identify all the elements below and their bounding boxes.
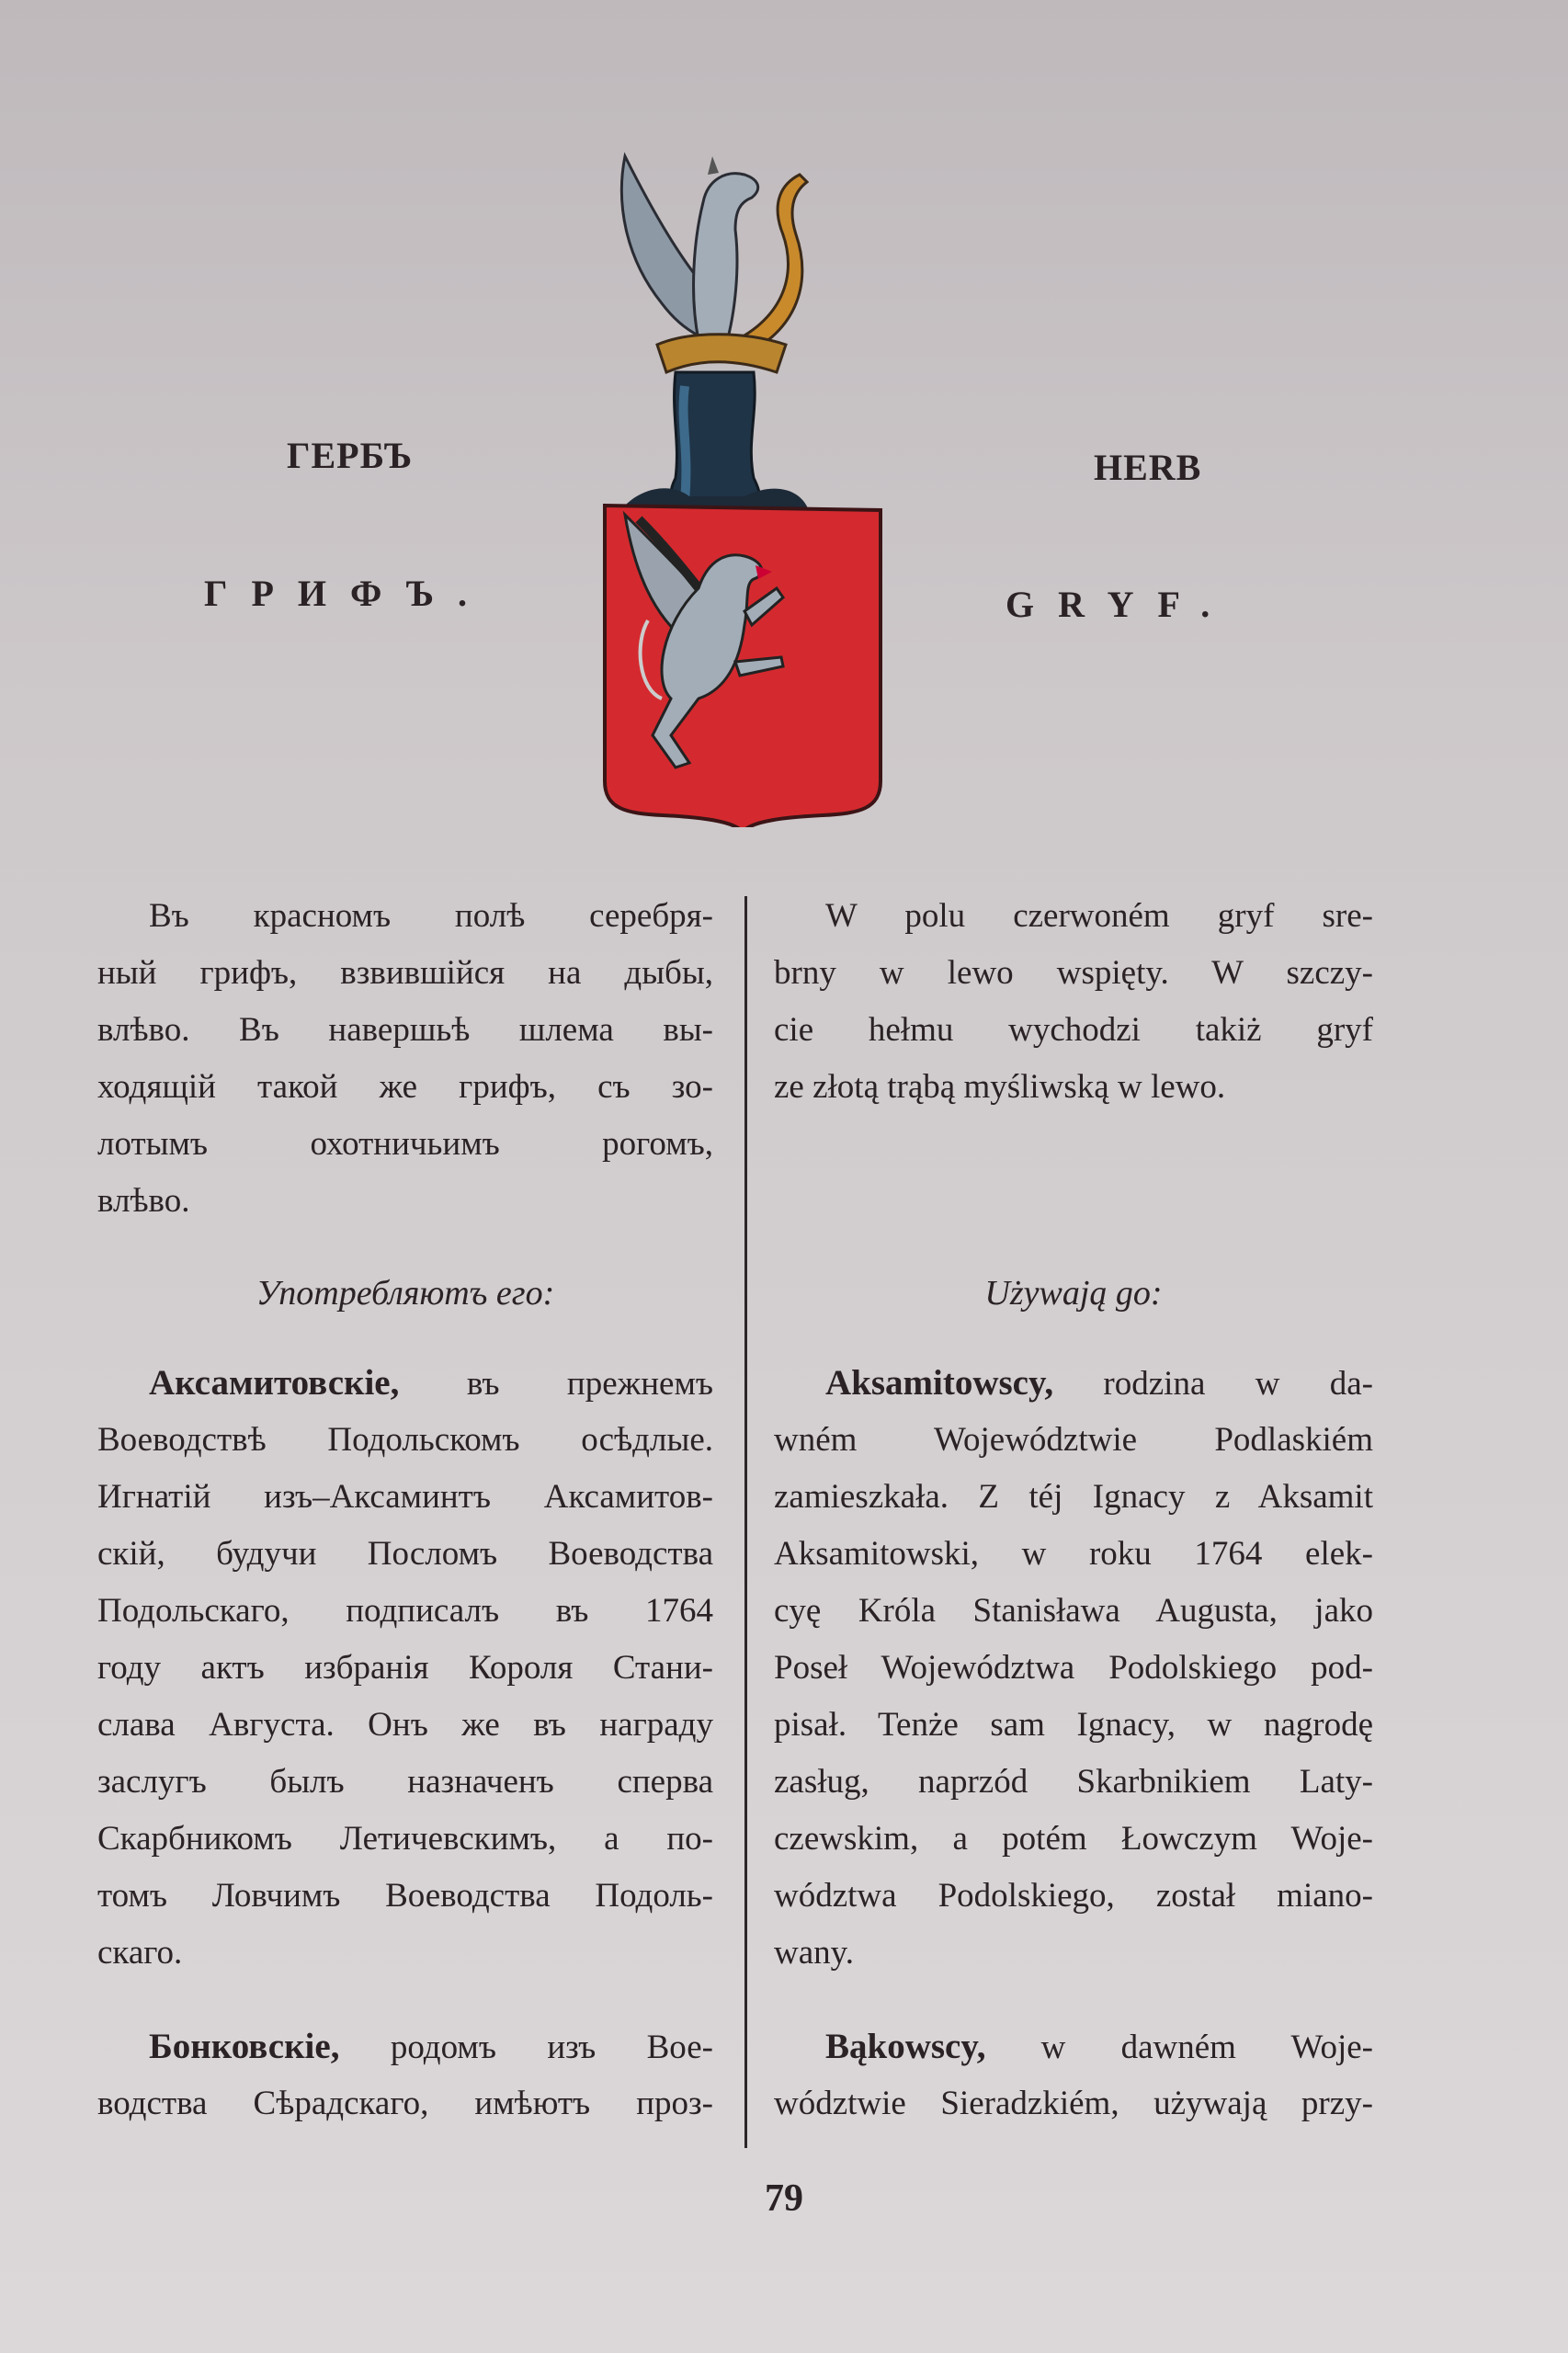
text-line: Aksamitowski, w roku 1764 elek- bbox=[774, 1535, 1373, 1573]
heading-left-title: ГЕРБЪ bbox=[287, 435, 414, 476]
text-line: заслугъ былъ назначенъ сперва bbox=[97, 1763, 713, 1801]
entry-bakowscy-pl bbox=[774, 2018, 1373, 2075]
used-by-heading-pl: Używają go: bbox=[984, 1274, 1163, 1313]
text-line: czewskim, a potém Łowczym Woje- bbox=[774, 1820, 1373, 1858]
text-line: wném Województwie Podlaskiém bbox=[774, 1421, 1373, 1459]
text-line: томъ Ловчимъ Воеводства Подоль- bbox=[97, 1877, 713, 1915]
text-line: году актъ избранія Короля Стани- bbox=[97, 1649, 713, 1687]
text: въ прежнемъ bbox=[466, 1365, 713, 1403]
text-line: wództwie Sieradzkiém, używają przy- bbox=[774, 2085, 1373, 2122]
heading-right-title: HERB bbox=[1094, 447, 1202, 488]
entry-aksamitowscy-pl bbox=[774, 1355, 1373, 1412]
text-line: Воеводствѣ Подольскомъ осѣдлые. bbox=[97, 1421, 713, 1459]
text-line: zasług, naprzód Skarbnikiem Laty- bbox=[774, 1763, 1373, 1801]
text-line: Poseł Województwa Podolskiego pod- bbox=[774, 1649, 1373, 1687]
column-divider bbox=[744, 896, 747, 2148]
family-name: Bąkowscy, bbox=[825, 2027, 986, 2066]
heading-left-name: ГРИФЪ. bbox=[204, 573, 491, 614]
text-line: W polu czerwoném gryf sre- bbox=[825, 897, 1373, 935]
blazon-pl bbox=[774, 888, 1373, 1116]
used-by-heading-ru: Употребляютъ его: bbox=[256, 1274, 555, 1313]
heading-right-name: GRYF. bbox=[1006, 584, 1234, 625]
text-line: водства Сѣрадскаго, имѣютъ проз- bbox=[97, 2085, 713, 2122]
text: родомъ изъ Вое- bbox=[390, 2029, 713, 2066]
family-name: Бонковскіе, bbox=[149, 2027, 340, 2066]
entry-aksamitowski-ru bbox=[97, 1355, 713, 1412]
text-line: zamieszkała. Z téj Ignacy z Aksamit bbox=[774, 1478, 1373, 1516]
family-name: Аксамитовскіе, bbox=[149, 1363, 400, 1403]
text-line: Въ красномъ полѣ серебря- bbox=[149, 897, 713, 935]
family-name: Aksamitowscy, bbox=[825, 1363, 1054, 1403]
blazon-ru bbox=[97, 888, 713, 1230]
entry-bonkowski-ru bbox=[97, 2018, 713, 2075]
right-column bbox=[774, 888, 1373, 2132]
text-line: wany. bbox=[774, 1934, 854, 1972]
text-line: Скарбникомъ Летичевскимъ, а по- bbox=[97, 1820, 713, 1858]
text-line: ный грифъ, взвившійся на дыбы, bbox=[97, 954, 713, 992]
text: w dawném Woje- bbox=[1040, 2029, 1373, 2066]
text-line: влѣво. Въ навершьѣ шлема вы- bbox=[97, 1011, 713, 1049]
text-line: cie hełmu wychodzi takiż gryf bbox=[774, 1011, 1373, 1049]
text-line: слава Августа. Онъ же въ награду bbox=[97, 1706, 713, 1744]
text-line: wództwa Podolskiego, został miano- bbox=[774, 1877, 1373, 1915]
text-line: ze złotą trąbą myśliwską w lewo. bbox=[774, 1068, 1226, 1106]
text-line: лотымъ охотничьимъ рогомъ, bbox=[97, 1125, 713, 1163]
text-line: brny w lewo wspięty. W szczy- bbox=[774, 954, 1373, 992]
griffin-coat-of-arms-icon bbox=[588, 147, 901, 827]
left-column bbox=[97, 888, 713, 2132]
text-line: pisał. Tenże sam Ignacy, w nagrodę bbox=[774, 1706, 1373, 1744]
text-line: ходящій такой же грифъ, съ зо- bbox=[97, 1068, 713, 1106]
page-number: 79 bbox=[765, 2177, 803, 2220]
text-line: скаго. bbox=[97, 1934, 183, 1972]
text-line: cyę Króla Stanisława Augusta, jako bbox=[774, 1592, 1373, 1630]
text-line: Подольскаго, подписалъ въ 1764 bbox=[97, 1592, 713, 1630]
text-line: влѣво. bbox=[97, 1182, 190, 1220]
text: rodzina w da- bbox=[1103, 1365, 1373, 1403]
text-line: Игнатій изъ–Аксаминтъ Аксамитов- bbox=[97, 1478, 713, 1516]
text-line: скій, будучи Посломъ Воеводства bbox=[97, 1535, 713, 1573]
